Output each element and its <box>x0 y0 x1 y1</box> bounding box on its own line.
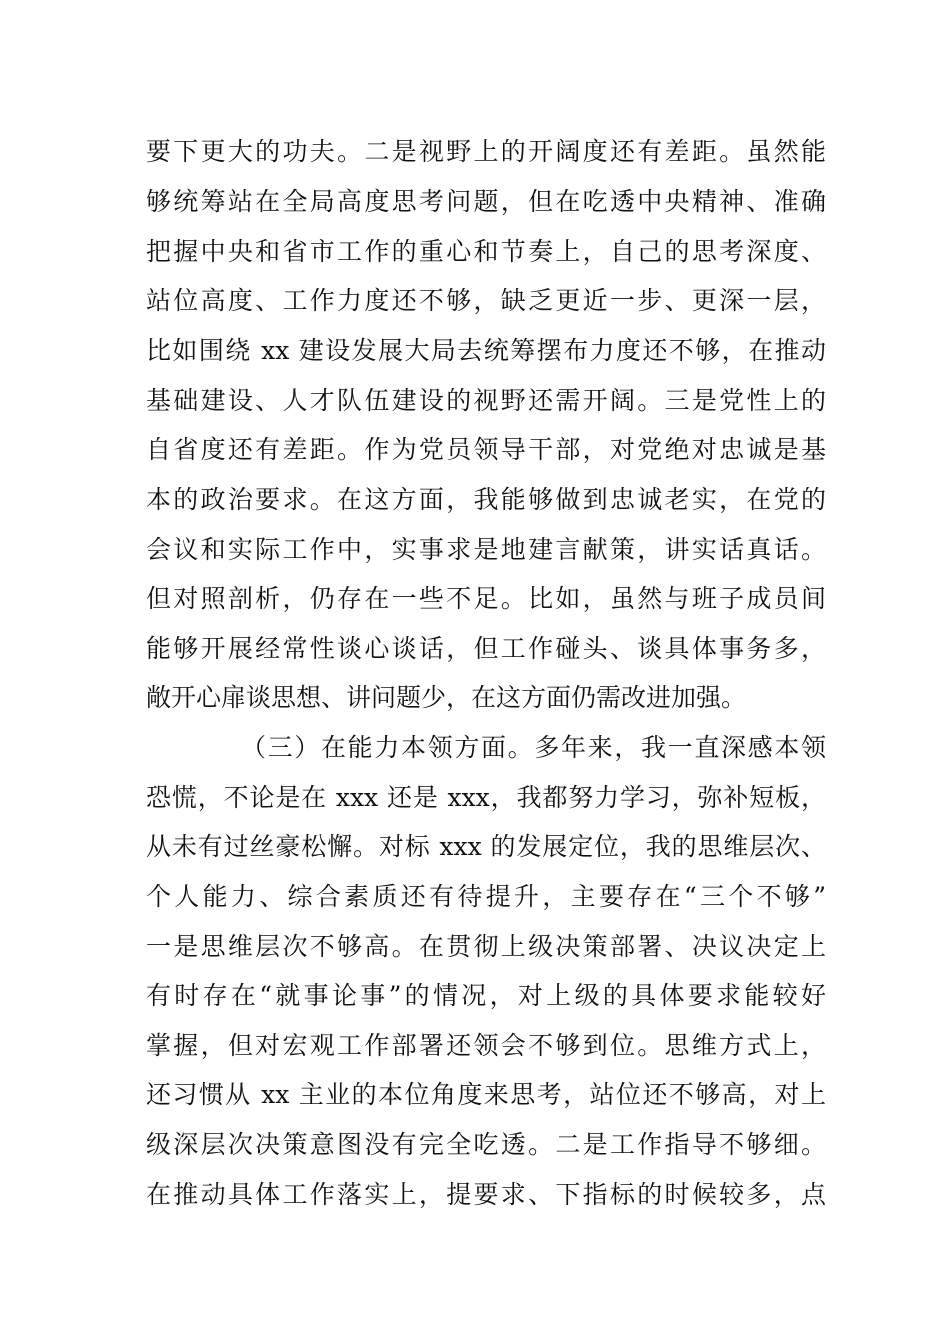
paragraph-line: 会议和实际工作中，实事求是地建言献策，讲实话真话。 <box>146 535 826 564</box>
paragraph-line: 比如围绕 xx 建设发展大局去统筹摆布力度还不够，在推动 <box>146 336 826 365</box>
section-heading-line: （三）在能力本领方面。多年来，我一直深感本领 <box>241 733 826 762</box>
paragraph-line: 掌握，但对宏观工作部署还领会不够到位。思维方式上， <box>146 1031 826 1060</box>
paragraph-line: 基础建设、人才队伍建设的视野还需开阔。三是党性上的 <box>146 386 826 415</box>
paragraph-line: 本的政治要求。在这方面，我能够做到忠诚老实，在党的 <box>146 485 826 514</box>
paragraph-line-last: 敞开心扉谈思想、讲问题少，在这方面仍需改进加强。 <box>146 683 747 712</box>
paragraph-line: 站位高度、工作力度还不够，缺乏更近一步、更深一层， <box>146 286 826 315</box>
paragraph-line: 级深层次决策意图没有完全吃透。二是工作指导不够细。 <box>146 1130 826 1159</box>
paragraph-line: 把握中央和省市工作的重心和节奏上，自己的思考深度、 <box>146 237 826 266</box>
paragraph-line: 从未有过丝豪松懈。对标 xxx 的发展定位，我的思维层次、 <box>146 832 826 861</box>
paragraph-line: 有时存在“就事论事”的情况，对上级的具体要求能较好 <box>146 981 826 1010</box>
paragraph-line: 一是思维层次不够高。在贯彻上级决策部署、决议决定上 <box>146 932 826 961</box>
paragraph-line: 在推动具体工作落实上，提要求、下指标的时候较多，点 <box>146 1180 826 1209</box>
paragraph-line: 还习惯从 xx 主业的本位角度来思考，站位还不够高，对上 <box>146 1080 826 1109</box>
paragraph-line: 够统筹站在全局高度思考问题，但在吃透中央精神、准确 <box>146 187 826 216</box>
paragraph-line: 要下更大的功夫。二是视野上的开阔度还有差距。虽然能 <box>146 137 826 166</box>
paragraph-line: 能够开展经常性谈心谈话，但工作碰头、谈具体事务多， <box>146 634 826 663</box>
paragraph-line: 但对照剖析，仍存在一些不足。比如，虽然与班子成员间 <box>146 584 826 613</box>
paragraph-line: 自省度还有差距。作为党员领导干部，对党绝对忠诚是基 <box>146 435 826 464</box>
paragraph-line: 个人能力、综合素质还有待提升，主要存在“三个不够” <box>146 882 826 911</box>
paragraph-line: 恐慌，不论是在 xxx 还是 xxx，我都努力学习，弥补短板， <box>146 783 826 812</box>
